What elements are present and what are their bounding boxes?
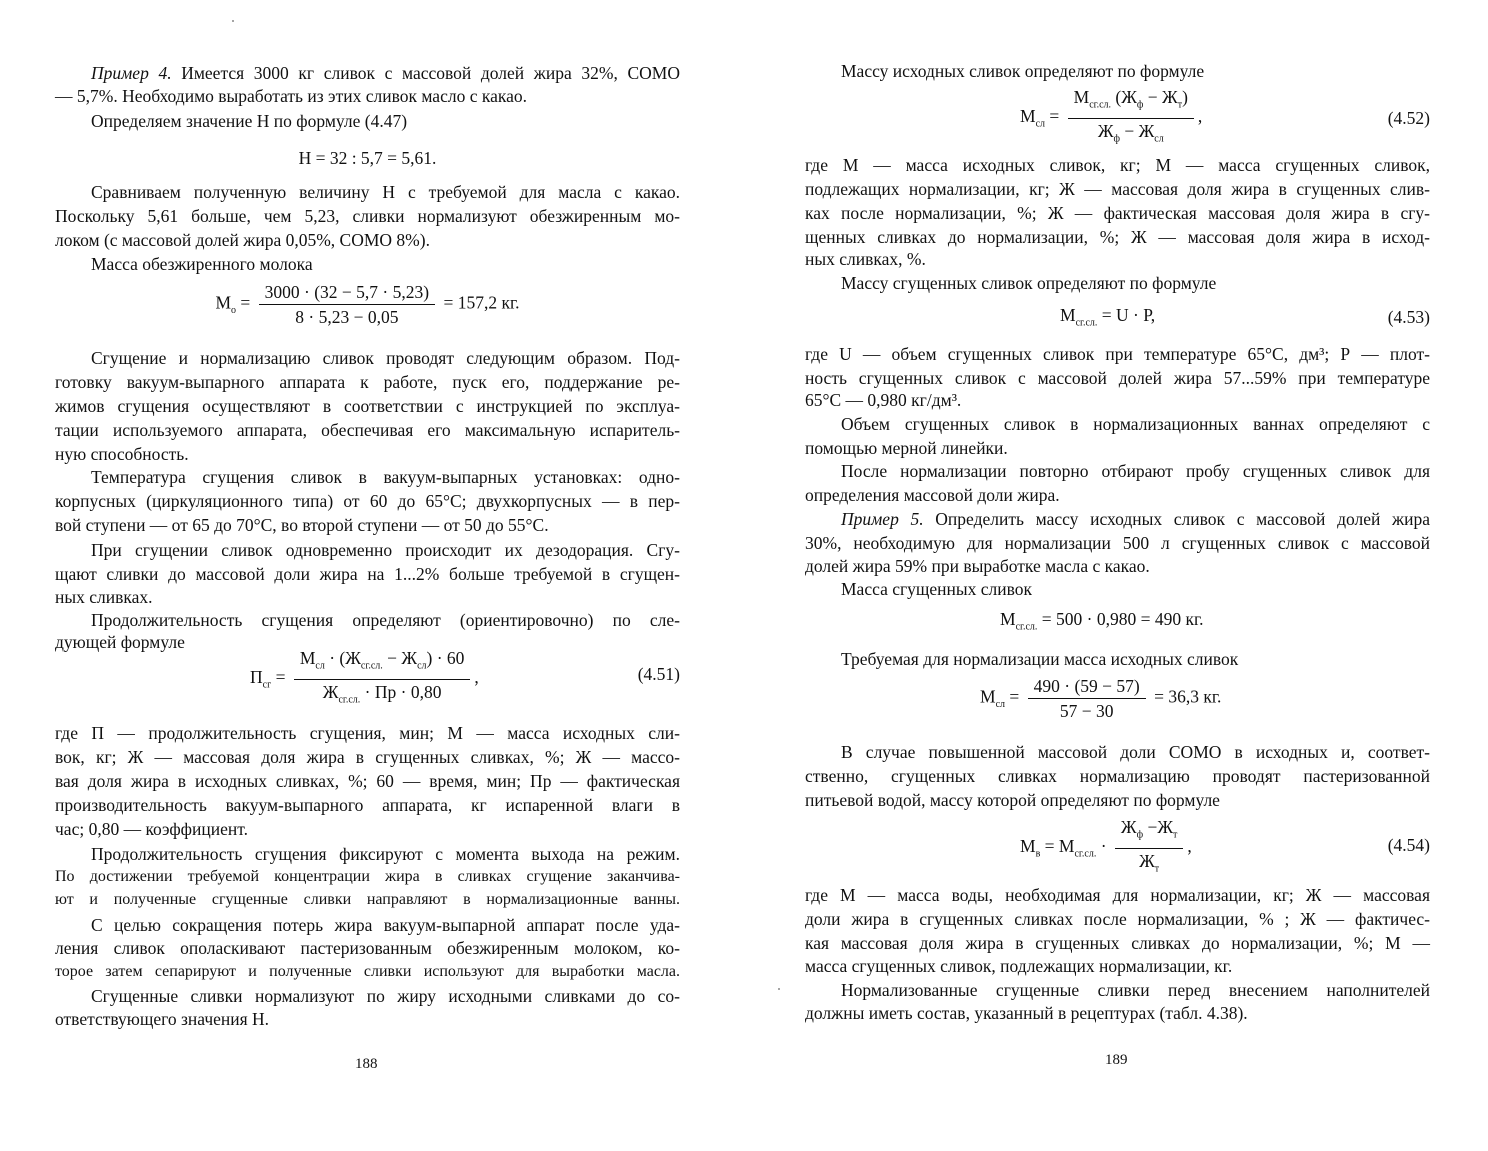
example-4-line-1: Пример 4. Имеется 3000 кг сливок с массовой долей жира 32%, СОМО — [91, 63, 680, 83]
fraction: $\frac{Ж_ф -Ж_т}{Ж_т}$ — [1115, 817, 1183, 879]
paragraph-text-line: ных сливках. — [55, 587, 153, 607]
fraction: $\frac{490 \cdot (59 - 57)}{57 - 30}$ — [1028, 676, 1146, 721]
formula-4-54: $М_в = М_{сг.сл.}$ · $\frac{Ж_ф -Ж_т}{Ж_т}$ , — [1020, 817, 1300, 879]
page-number: 189 — [1105, 1052, 1128, 1068]
paragraph-text-line: ления сливок ополаскивают пастеризованным обезжиренным молоком, ко- — [55, 938, 680, 958]
paragraph-text-line: дующей формуле — [55, 632, 185, 652]
example-4-line-2: — 5,7%. Необходимо выработать из этих сливок масло с какао. — [55, 86, 527, 106]
equation-number: (4.52) — [1387, 108, 1430, 128]
paragraph-text-line: долей жира 59% при выработке масла с какао. — [805, 556, 1150, 576]
paragraph-text-line: вок, кг; Ж — массовая доля жира в сгущенных сливках, %; Ж — массо- — [55, 747, 680, 767]
page-number: 188 — [355, 1056, 378, 1072]
paragraph-text-line: При сгущении сливок одновременно происходит их дезодорация. Сгу- — [91, 540, 680, 560]
paragraph-text-line: тации используемого аппарата, обеспечивая его максимальную испаритель- — [55, 420, 680, 440]
scan-speck — [778, 988, 780, 990]
paragraph-text-line: должны иметь состав, указанный в рецептурах (табл. 4.38). — [805, 1003, 1248, 1023]
paragraph-text-line: После нормализации повторно отбирают пробу сгущенных сливок для — [841, 461, 1430, 481]
formula-4-52: $М_{сл}$ = $\frac{М_{сг.сл.} (Ж_ф - Ж_т)}{Ж_ф - Ж_{сл}}$ , — [1020, 87, 1320, 149]
paragraph-text-line: 30%, необходимую для нормализации 500 л сгущенных сливок с массовой — [805, 533, 1430, 553]
paragraph-text-line: ность сгущенных сливок с массовой долей жира 57...59% при температуре — [805, 368, 1430, 388]
paragraph-text-line: Сгущенные сливки нормализуют по жиру исходными сливками до со- — [91, 986, 680, 1006]
paragraph-text-line: ках после нормализации, %; Ж — фактическая массовая доля жира в сгу- — [805, 203, 1430, 223]
paragraph-text-line: где П — продолжительность сгущения, мин; М — масса исходных сли- — [55, 723, 680, 743]
paragraph-text-line: Масса сгущенных сливок — [841, 579, 1033, 599]
paragraph-text-line: ную способность. — [55, 444, 189, 464]
scan-speck — [232, 20, 234, 22]
example-4-label: Пример 4. — [91, 63, 172, 83]
paragraph-text-line: локом (с массовой долей жира 0,05%, СОМО 8%). — [55, 230, 430, 250]
paragraph-text-line: вой ступени — от 65 до 70°С, во второй ступени — от 50 до 55°С. — [55, 515, 549, 535]
paragraph-text-line: помощью мерной линейки. — [805, 438, 1008, 458]
paragraph-text-line: жимов сгущения осуществляют в соответствии с инструкцией по эксплуа- — [55, 396, 680, 416]
example-5-label: Пример 5. — [841, 509, 924, 529]
paragraph-text-line: По достижении требуемой концентрации жира в сливках сгущение заканчива- — [55, 868, 680, 885]
paragraph-text-line: Продолжительность сгущения определяют (ориентировочно) по сле- — [91, 610, 680, 630]
paragraph-text-line: питьевой водой, массу которой определяют по формуле — [805, 790, 1220, 810]
paragraph-text-line: В случае повышенной массовой доли СОМО в исходных и, соответ- — [841, 742, 1430, 762]
formula-mo: $М_о$ = $\frac{3000 \cdot (32 - 5,7 \cdot 5,23)}{8 \cdot 5,23 - 0,05}$ = 157,2 кг. — [215, 282, 520, 327]
paragraph-text-line: где М — масса исходных сливок, кг; М — масса сгущенных сливок, — [805, 155, 1430, 175]
equation-number: (4.51) — [637, 664, 680, 684]
paragraph-text-line: корпусных (циркуляционного типа) от 60 до 65°С; двухкорпусных — в пер- — [55, 491, 680, 511]
formula-h: Н = 32 : 5,7 = 5,61. — [298, 148, 437, 168]
paragraph-text-line: щенных сливках до нормализации, %; Ж — массовая доля жира в исход- — [805, 227, 1430, 247]
formula-4-51: $П_{сг}$ = $\frac{М_{сл} \cdot (Ж_{сг.сл.} - Ж_{сл}) \cdot 60}{Ж_{сг.сл.} \cdot Пр \cdot 0,80}$ , — [250, 648, 680, 710]
formula-4-53: $М_{сг.сл.} = U \cdot Р$, — [1060, 305, 1156, 329]
paragraph-text-line: определения массовой доли жира. — [805, 485, 1060, 505]
paragraph-text-line: доли жира в сгущенных сливках после нормализации, % ; Ж — фактичес- — [805, 909, 1430, 929]
paragraph-text-line: щают сливки до массовой доли жира на 1...2% больше требуемой в сгущен- — [55, 564, 680, 584]
paragraph-text-line: Температура сгущения сливок в вакуум-выпарных установках: одно- — [91, 467, 680, 487]
paragraph-text-line: производительность вакуум-выпарного аппарата, кг испаренной влаги в — [55, 795, 680, 815]
paragraph-text-line: вая доля жира в исходных сливках, %; 60 — время, мин; Пр — фактическая — [55, 771, 680, 791]
fraction: $\frac{3000 \cdot (32 - 5,7 \cdot 5,23)}{8 \cdot 5,23 - 0,05}$ — [259, 282, 435, 327]
fraction: $\frac{М_{сл} \cdot (Ж_{сг.сл.} - Ж_{сл}) \cdot 60}{Ж_{сг.сл.} \cdot Пр \cdot 0,80}$ — [294, 648, 471, 710]
paragraph-text-line: Поскольку 5,61 больше, чем 5,23, сливки нормализуют обезжиренным мо- — [55, 206, 680, 226]
paragraph-text-line: Нормализованные сгущенные сливки перед внесением наполнителей — [841, 980, 1430, 1000]
paragraph-text-line: 65°С — 0,980 кг/дм³. — [805, 390, 962, 410]
paragraph-text-line: где М — масса воды, необходимая для нормализации, кг; Ж — массовая — [805, 885, 1430, 905]
paragraph-h-formula-intro: Определяем значение Н по формуле (4.47) — [91, 111, 408, 131]
paragraph-text-line: час; 0,80 — коэффициент. — [55, 819, 248, 839]
paragraph-text-line: Объем сгущенных сливок в нормализационных ваннах определяют с — [841, 414, 1430, 434]
paragraph-text-line: Сгущение и нормализацию сливок проводят следующим образом. Под- — [91, 348, 680, 368]
equation-number: (4.53) — [1387, 307, 1430, 327]
equation-number: (4.54) — [1387, 835, 1430, 855]
example-5-line-1: Пример 5. Определить массу исходных сливок с массовой долей жира — [841, 509, 1430, 529]
fraction: $\frac{М_{сг.сл.} (Ж_ф - Ж_т)}{Ж_ф - Ж_{сл}}$ — [1068, 87, 1194, 149]
paragraph-text-line: Продолжительность сгущения фиксируют с момента выхода на режим. — [91, 844, 680, 864]
paragraph-text-line: ных сливках, %. — [805, 249, 926, 269]
paragraph-text-line: Сравниваем полученную величину Н с требуемой для масла с какао. — [91, 182, 680, 202]
paragraph-text-line: готовку вакуум-выпарного аппарата к работе, пуск его, поддержание ре- — [55, 372, 680, 392]
left-page — [55, 0, 680, 1151]
paragraph-text-line: кая массовая доля жира в сгущенных сливках до нормализации, %; М — — [805, 933, 1430, 953]
paragraph-text-line: Масса обезжиренного молока — [91, 254, 313, 274]
paragraph-text-line: ответствующего значения Н. — [55, 1009, 270, 1029]
paragraph-text-line: Массу исходных сливок определяют по формуле — [841, 61, 1205, 81]
right-page — [805, 0, 1430, 1151]
formula-mass-condensed: $М_{сг.сл.} = 500 \cdot 0,980 = 490$ кг. — [1000, 609, 1204, 633]
formula-example-5: $М_{сл}$ = $\frac{490 \cdot (59 - 57)}{57 - 30}$ = 36,3 кг. — [980, 676, 1222, 721]
paragraph-text-line: торое затем сепарируют и полученные сливки используют для выработки масла. — [55, 963, 680, 980]
paragraph-text-line: Требуемая для нормализации масса исходных сливок — [841, 649, 1239, 669]
paragraph-text-line: С целью сокращения потерь жира вакуум-выпарной аппарат после уда- — [91, 915, 680, 935]
paragraph-text-line: ют и полученные сгущенные сливки направляют в нормализационные ванны. — [55, 891, 680, 908]
paragraph-text-line: масса сгущенных сливок, подлежащих нормализации, кг. — [805, 956, 1233, 976]
paragraph-text-line: подлежащих нормализации, кг; Ж — массовая доля жира в сгущенных слив- — [805, 179, 1430, 199]
paragraph-text-line: где U — объем сгущенных сливок при температуре 65°С, дм³; Р — плот- — [805, 344, 1430, 364]
paragraph-text-line: Массу сгущенных сливок определяют по формуле — [841, 273, 1217, 293]
paragraph-text-line: ственно, сгущенных сливках нормализацию проводят пастеризованной — [805, 766, 1430, 786]
